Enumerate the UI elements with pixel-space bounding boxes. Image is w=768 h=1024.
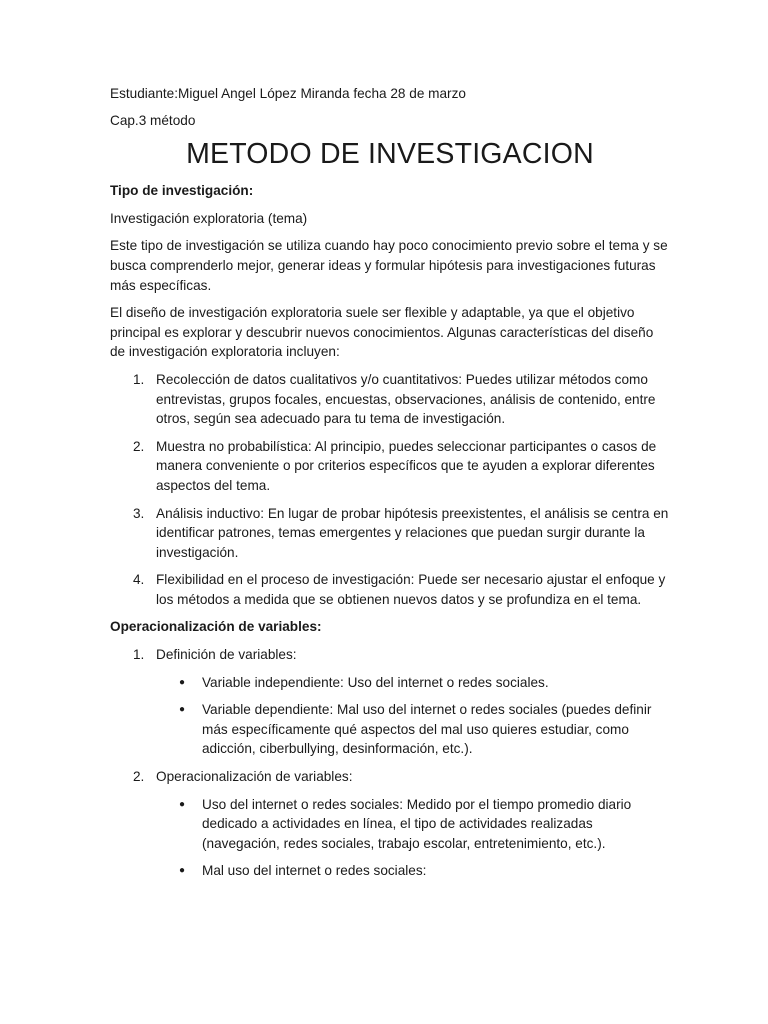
bullet-item <box>156 673 670 693</box>
bullet-item-text: Variable dependiente: Mal uso del internet o redes sociales (puedes definir más específicamente qué aspectos del mal uso quieres estudiar, como adicción, ciberbullying, desinformación, etc.). <box>202 702 652 757</box>
list-item <box>110 437 670 496</box>
list-item-text: Muestra no probabilística: Al principio, puedes seleccionar participantes o casos de manera conveniente o por criterios específicos que te ayuden a explorar diferentes aspectos del tema. <box>156 438 657 493</box>
bullet-dot-icon: ● <box>179 676 186 688</box>
list-item-number: 1. <box>133 647 145 663</box>
list-item <box>110 504 670 563</box>
bullet-item <box>156 795 670 854</box>
list-item-number: 3. <box>133 505 145 521</box>
section-heading-variables: Operacionalización de variables: <box>110 619 322 635</box>
bullet-list <box>156 795 670 881</box>
bullet-item-text: Uso del internet o redes sociales: Medido por el tiempo promedio diario dedicado a actividades en línea, el tipo de actividades realizadas (navegación, redes sociales, trabajo escolar, entretenimiento, etc.). <box>202 796 632 851</box>
document-title: METODO DE INVESTIGACION <box>186 138 594 171</box>
section-heading-type: Tipo de investigación: <box>110 183 254 199</box>
list-item-text: Recolección de datos cualitativos y/o cuantitativos: Puedes utilizar métodos como entrevistas, grupos focales, encuestas, observaciones, análisis de contenido, entre otros, según sea adecuado para tu tema de investigación. <box>156 371 656 427</box>
bullet-item <box>156 700 670 759</box>
list-item-text: Operacionalización de variables: <box>156 769 353 785</box>
bullet-item-text: Variable independiente: Uso del internet o redes sociales. <box>202 674 549 690</box>
list-item-text: Definición de variables: <box>156 647 297 663</box>
student-line: Estudiante:Miguel Angel López Miranda fecha 28 de marzo <box>110 86 466 101</box>
list-item <box>110 645 670 759</box>
list-item-number: 1. <box>133 371 145 387</box>
section-subtitle: Investigación exploratoria (tema) <box>110 210 308 226</box>
variables-list <box>110 645 670 881</box>
bullet-dot-icon: ● <box>179 798 186 810</box>
paragraph-intro: Este tipo de investigación se utiliza cuando hay poco conocimiento previo sobre el tema y se busca comprenderlo mejor, generar ideas y formular hipótesis para investigaciones futuras más específicas. <box>110 238 668 293</box>
document-page <box>110 84 670 889</box>
list-item-text: Flexibilidad en el proceso de investigación: Puede ser necesario ajustar el enfoque y los métodos a medida que se obtienen nuevos datos y se profundiza en el tema. <box>156 572 666 607</box>
paragraph-design: El diseño de investigación exploratoria suele ser flexible y adaptable, ya que el objetivo principal es explorar y descubrir nuevos conocimientos. Algunas características del diseño de investigación exploratoria incluyen: <box>110 305 654 360</box>
bullet-list <box>156 673 670 759</box>
list-item <box>110 767 670 881</box>
list-item-number: 2. <box>133 438 145 454</box>
bullet-item-text: Mal uso del internet o redes sociales: <box>202 863 427 879</box>
list-item <box>110 370 670 429</box>
chapter-line: Cap.3 método <box>110 112 196 128</box>
bullet-item <box>156 861 670 881</box>
characteristics-list <box>110 370 670 610</box>
list-item <box>110 570 670 609</box>
bullet-dot-icon: ● <box>179 865 186 877</box>
list-item-text: Análisis inductivo: En lugar de probar hipótesis preexistentes, el análisis se centra en identificar patrones, temas emergentes y relaciones que puedan surgir durante la investigación. <box>156 505 669 560</box>
list-item-number: 2. <box>133 769 145 785</box>
list-item-number: 4. <box>133 572 145 588</box>
bullet-dot-icon: ● <box>179 704 186 716</box>
